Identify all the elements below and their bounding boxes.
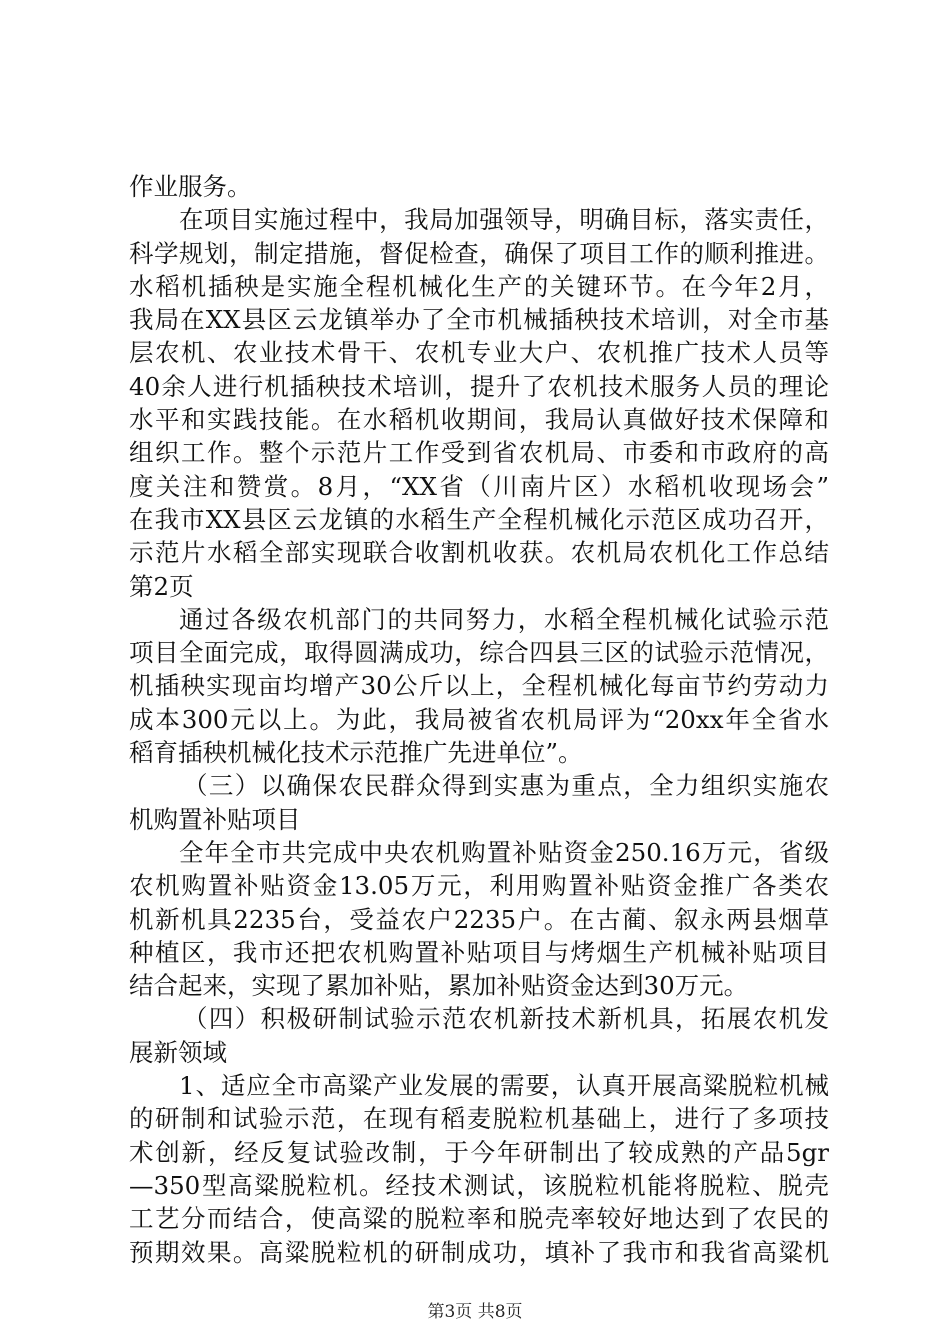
text-line: 组织工作。整个示范片工作受到省农机局、市委和市政府的高 xyxy=(129,438,829,468)
text-line: 机购置补贴项目 xyxy=(129,804,301,834)
text-line: —350型高粱脱粒机。经技术测试，该脱粒机能将脱粒、脱壳 xyxy=(129,1170,829,1200)
text-line: （三）以确保农民群众得到实惠为重点，全力组织实施农 xyxy=(183,771,829,801)
text-line: 工艺分而结合，使高粱的脱粒率和脱壳率较好地达到了农民的 xyxy=(129,1204,829,1234)
text-line: 结合起来，实现了累加补贴，累加补贴资金达到30万元。 xyxy=(129,971,749,1001)
text-line: 度关注和赞赏。8月，“XX省（川南片区）水稻机收现场会” xyxy=(129,471,829,501)
text-line: 机插秧实现亩均增产30公斤以上，全程机械化每亩节约劳动力 xyxy=(129,671,829,701)
text-line: 术创新，经反复试验改制，于今年研制出了较成熟的产品5gr xyxy=(129,1137,829,1167)
text-line: 第2页 xyxy=(129,571,194,601)
text-line: 我局在XX县区云龙镇举办了全市机械插秧技术培训，对全市基 xyxy=(129,305,829,335)
text-line: 层农机、农业技术骨干、农机专业大户、农机推广技术人员等 xyxy=(129,338,829,368)
text-line: 水稻机插秧是实施全程机械化生产的关键环节。在今年2月， xyxy=(129,271,829,301)
text-line: 水平和实践技能。在水稻机收期间，我局认真做好技术保障和 xyxy=(129,405,829,435)
document-body xyxy=(129,170,829,1269)
text-line: 的研制和试验示范，在现有稻麦脱粒机基础上，进行了多项技 xyxy=(129,1104,829,1134)
text-line: 展新领域 xyxy=(129,1037,227,1067)
text-line: 1、适应全市高粱产业发展的需要，认真开展高粱脱粒机械 xyxy=(179,1071,829,1101)
text-line: 成本300元以上。为此，我局被省农机局评为“20xx年全省水 xyxy=(129,704,829,734)
text-line: 项目全面完成，取得圆满成功，综合四县三区的试验示范情况， xyxy=(129,638,829,668)
text-line: 农机购置补贴资金13.05万元，利用购置补贴资金推广各类农 xyxy=(129,871,829,901)
text-line: 40余人进行机插秧技术培训，提升了农机技术服务人员的理论 xyxy=(129,371,829,401)
text-line: （四）积极研制试验示范农机新技术新机具，拓展农机发 xyxy=(183,1004,829,1034)
text-line: 预期效果。高粱脱粒机的研制成功，填补了我市和我省高粱机 xyxy=(129,1237,829,1267)
text-line: 稻育插秧机械化技术示范推广先进单位”。 xyxy=(129,738,583,768)
page-footer xyxy=(0,1297,950,1322)
text-line: 作业服务。 xyxy=(129,172,252,201)
text-line: 种植区，我市还把农机购置补贴项目与烤烟生产机械补贴项目 xyxy=(129,937,829,967)
text-line: 全年全市共完成中央农机购置补贴资金250.16万元，省级 xyxy=(179,837,829,867)
text-line: 在项目实施过程中，我局加强领导，明确目标，落实责任， xyxy=(179,205,829,235)
page-number: 第3页 共8页 xyxy=(427,1302,523,1322)
text-line: 通过各级农机部门的共同努力，水稻全程机械化试验示范 xyxy=(179,604,829,634)
text-line: 在我市XX县区云龙镇的水稻生产全程机械化示范区成功召开， xyxy=(129,504,829,534)
text-line: 示范片水稻全部实现联合收割机收获。农机局农机化工作总结 xyxy=(129,538,829,568)
text-line: 机新机具2235台，受益农户2235户。在古蔺、叙永两县烟草 xyxy=(129,904,829,934)
text-line: 科学规划，制定措施，督促检查，确保了项目工作的顺利推进。 xyxy=(129,238,829,268)
